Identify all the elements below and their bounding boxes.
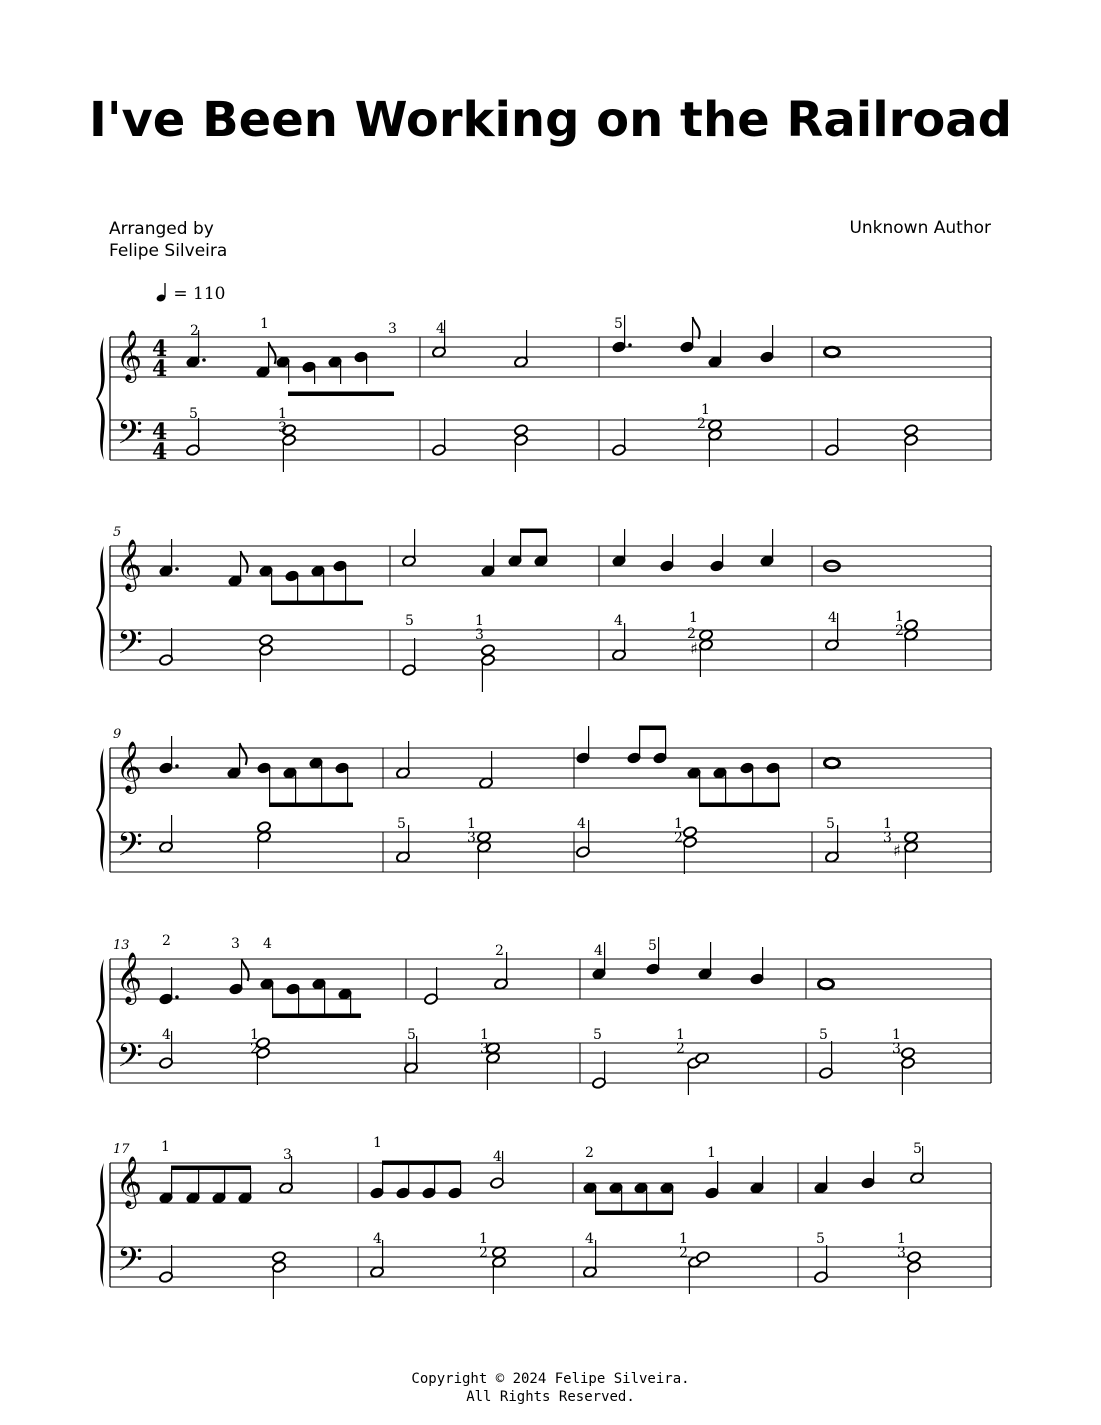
- notehead: [695, 1052, 710, 1065]
- fingering-number: 5: [614, 316, 623, 332]
- fingering-number: 1: [897, 1231, 906, 1247]
- beam: [269, 803, 353, 808]
- notehead: [272, 1251, 287, 1264]
- note-flag: [242, 959, 249, 981]
- fingering-number: 1: [707, 1145, 716, 1161]
- fingering-number: 2: [676, 1041, 685, 1057]
- treble-clef: 𝄞: [116, 952, 143, 1003]
- fingering-number: 1: [250, 1027, 259, 1043]
- notehead: [696, 1251, 711, 1264]
- fingering-number: 1: [467, 816, 476, 832]
- sharp-accidental: ♯: [690, 639, 698, 658]
- fingering-number: 3: [897, 1245, 906, 1261]
- fingering-number: 5: [189, 406, 198, 422]
- whole-note: [819, 979, 834, 989]
- fingering-number: 1: [679, 1231, 688, 1247]
- bass-clef: 𝄢: [117, 826, 143, 872]
- fingering-number: 4: [614, 613, 623, 629]
- note-flag: [269, 342, 276, 364]
- brace: [96, 1163, 105, 1287]
- measure-number: 5: [113, 525, 122, 540]
- brace: [96, 337, 105, 460]
- bass-clef: 𝄢: [117, 624, 143, 670]
- fingering-number: 5: [407, 1027, 416, 1043]
- fingering-number: 5: [816, 1231, 825, 1247]
- measure-number: 13: [113, 938, 130, 953]
- treble-clef: 𝄞: [116, 1156, 143, 1207]
- treble-clef: 𝄞: [116, 539, 143, 590]
- measure-number: 17: [113, 1142, 130, 1157]
- beam: [595, 1211, 673, 1216]
- beam: [699, 803, 780, 808]
- fingering-number: 5: [593, 1027, 602, 1043]
- whole-note: [825, 758, 840, 768]
- system-4: [96, 938, 991, 1083]
- fingering-number: 2: [479, 1245, 488, 1261]
- fingering-number: 4: [493, 1149, 502, 1165]
- treble-clef: 𝄞: [116, 330, 143, 381]
- brace: [96, 748, 105, 872]
- fingering-number: 1: [883, 816, 892, 832]
- copyright-line: Copyright © 2024 Felipe Silveira.: [411, 1371, 690, 1387]
- beam: [520, 529, 547, 534]
- sharp-accidental: ♯: [893, 841, 901, 860]
- fingering-number: 1: [895, 609, 904, 625]
- system-3: [96, 727, 991, 872]
- time-signature-bottom: 4: [152, 439, 168, 465]
- fingering-number: 2: [495, 943, 504, 959]
- notehead: [708, 419, 723, 432]
- notehead: [904, 424, 919, 437]
- fingering-number: 5: [648, 938, 657, 954]
- score-title: I've Been Working on the Railroad: [88, 92, 1013, 148]
- fingering-number: 2: [585, 1145, 594, 1161]
- fingering-number: 2: [190, 323, 199, 339]
- fingering-number: 4: [585, 1231, 594, 1247]
- notehead: [259, 634, 274, 647]
- notehead: [901, 1047, 916, 1060]
- fingering-number: 1: [689, 610, 698, 626]
- notehead: [904, 831, 919, 844]
- fingering-number: 5: [826, 816, 835, 832]
- beam: [271, 601, 363, 606]
- notehead: [904, 619, 919, 632]
- beam: [288, 392, 394, 397]
- fingering-number: 3: [892, 1041, 901, 1057]
- measure-number: 9: [113, 727, 122, 742]
- system-1: [96, 330, 991, 460]
- time-signature-top: 4: [152, 336, 168, 362]
- fingering-number: 1: [373, 1135, 382, 1151]
- bass-clef: 𝄢: [117, 414, 143, 460]
- fingering-number: 3: [475, 627, 484, 643]
- fingering-number: 1: [674, 816, 683, 832]
- fingering-number: 1: [161, 1139, 170, 1155]
- tempo-value: = 110: [173, 284, 226, 304]
- fingering-number: 4: [594, 943, 603, 959]
- fingering-number: 2: [674, 830, 683, 846]
- composer-credit: Unknown Author: [849, 218, 991, 238]
- fingering-number: 5: [405, 613, 414, 629]
- fingering-number: 5: [819, 1027, 828, 1043]
- notehead: [477, 831, 492, 844]
- notehead: [907, 1251, 922, 1264]
- fingering-number: 3: [480, 1041, 489, 1057]
- notehead: [492, 1246, 507, 1259]
- fingering-number: 3: [283, 1147, 292, 1163]
- fingering-number: 4: [828, 610, 837, 626]
- fingering-number: 2: [697, 416, 706, 432]
- fingering-number: 1: [701, 402, 710, 418]
- note-flag: [240, 743, 247, 765]
- fingering-number: 4: [263, 936, 272, 952]
- beam: [382, 1161, 461, 1166]
- fingering-number: 2: [895, 623, 904, 639]
- fingering-number: 1: [480, 1027, 489, 1043]
- note-flag: [693, 317, 700, 339]
- fingering-number: 4: [436, 321, 445, 337]
- fingering-number: 2: [250, 1041, 259, 1057]
- fingering-number: 2: [162, 933, 171, 949]
- fingering-number: 4: [577, 816, 586, 832]
- notehead: [683, 826, 698, 839]
- fingering-number: 5: [913, 1141, 922, 1157]
- fingering-number: 3: [467, 830, 476, 846]
- beam: [171, 1166, 251, 1171]
- augmentation-dot: [628, 343, 632, 347]
- fingering-number: 1: [892, 1027, 901, 1043]
- system-5: [96, 1142, 991, 1287]
- note-flag: [241, 551, 248, 573]
- copyright-footer: [0, 1370, 1101, 1406]
- fingering-number: 1: [676, 1027, 685, 1043]
- augmentation-dot: [202, 358, 206, 362]
- notehead: [699, 629, 714, 642]
- fingering-number: 1: [260, 316, 269, 332]
- treble-clef: 𝄞: [116, 741, 143, 792]
- fingering-number: 3: [231, 936, 240, 952]
- fingering-number: 4: [373, 1231, 382, 1247]
- augmentation-dot: [175, 995, 179, 999]
- beam: [639, 726, 666, 731]
- fingering-number: 3: [883, 830, 892, 846]
- bass-clef: 𝄢: [117, 1037, 143, 1083]
- arranger-name: Felipe Silveira: [109, 241, 228, 261]
- time-signature-top: 4: [152, 419, 168, 445]
- whole-note: [825, 347, 840, 357]
- fingering-number: 3: [278, 420, 287, 436]
- notehead: [257, 821, 272, 834]
- fingering-number: 1: [278, 406, 287, 422]
- fingering-number: 4: [162, 1027, 171, 1043]
- fingering-number: 2: [687, 626, 696, 642]
- beam: [272, 1014, 361, 1019]
- time-signature-bottom: 4: [152, 356, 168, 382]
- fingering-number: 1: [479, 1231, 488, 1247]
- rights-line: All Rights Reserved.: [466, 1389, 635, 1405]
- fingering-number: 3: [388, 321, 397, 337]
- augmentation-dot: [175, 567, 179, 571]
- arranger-label: Arranged by: [109, 219, 214, 239]
- bass-clef: 𝄢: [117, 1241, 143, 1287]
- brace: [96, 546, 105, 670]
- augmentation-dot: [175, 764, 179, 768]
- notehead: [514, 424, 529, 437]
- fingering-number: 2: [679, 1245, 688, 1261]
- system-2: [96, 525, 991, 670]
- fingering-number: 1: [475, 613, 484, 629]
- brace: [96, 959, 105, 1083]
- fingering-number: 5: [397, 816, 406, 832]
- notehead: [481, 644, 496, 657]
